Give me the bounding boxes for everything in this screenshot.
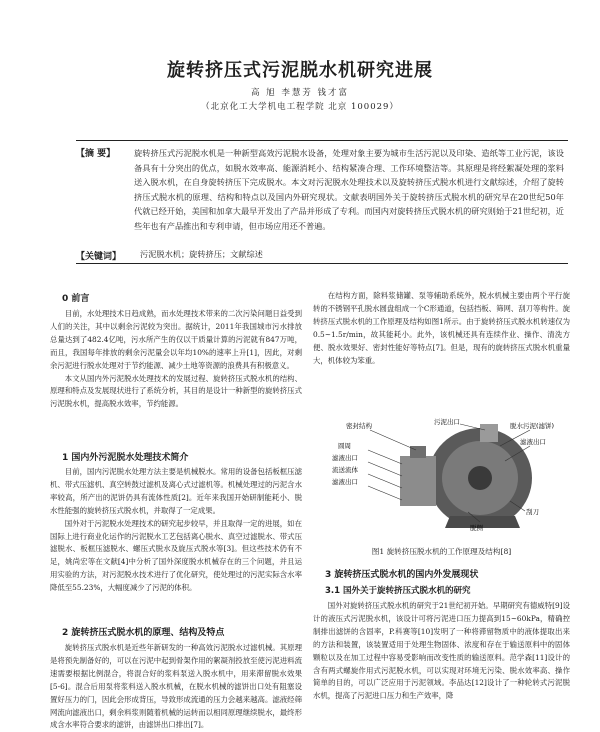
label-dewatered-cake: 脱水污泥(滤饼) (510, 422, 555, 430)
feed-pipe-assembly (400, 456, 436, 506)
section-1-heading: 1 国内外污泥脱水处理技术简介 (62, 453, 189, 463)
keywords-text: 污泥脱水机；旋转挤压；文献综述 (140, 249, 263, 259)
section-1-paragraph-2: 国外对于污泥脱水处理技术的研究起步较早，并且取得一定的进展，如在国际上进行商业化运作的污泥脱水工艺包括离心脱水、真空过滤脱水、带式压滤脱水、板框压滤脱水、螺压式脱水及旋压式脱水等[3]。但这些技术仍有不足，姚尚宏等在文献[4]中分析了国外深度脱水机械存在的三个问题，并且运用实验的方法，对污泥脱水技术进行了优化研究，使处理过的污泥实际含水率降低至55.23%，大幅度减少了污泥的体积。 (50, 518, 302, 593)
dewatering-machine-figure (330, 416, 570, 532)
section-1-body (50, 466, 302, 595)
figure-caption: 图1 旋转挤压脱水机的工作原理及结构[8] (371, 547, 512, 556)
label-sludge-outlet: 污泥出口 (434, 418, 460, 426)
label-filtrate-outlet-right: 滤液出口 (520, 438, 546, 446)
keywords-label: 【关键词】 (76, 252, 122, 262)
section-2-body (50, 642, 302, 730)
section-3-heading: 3 旋转挤压式脱水机的国内外发展现状 (325, 570, 479, 580)
abstract-label: 【摘 要】 (76, 149, 116, 159)
label-seal-structure: 密封结构 (346, 422, 372, 430)
section-3-1-paragraph-1: 国外对旋转挤压式脱水机的研究于21世纪初开始。早期研究有德威特[9]设计的液压式污泥脱水机，该设计可将污泥进口压力提高到15~60kPa，精确控制排出滤饼的含固率，P.科赛等[10]发明了一种将滞留物质中的液体提取出来的方法和装置，该装置适用于处理生物固体、浓度和存在于输送原料中的固体颗粒以及在加工过程中容易受影响而改变性质的输送原料。范学森[11]设计的含有两式螺旋作用式污泥脱水机，可以实现对环境无污染、脱水效率高、操作简单的目的，可以广泛应用于污泥领域。李品达[12]设计了一种轮转式污泥脱水机，提高了污泥进口压力和生产效率，降 (313, 601, 570, 701)
sludge-outlet (480, 424, 498, 442)
label-scraper: 刮刀 (526, 508, 539, 516)
seal-structure (410, 446, 426, 458)
authors: 高 旭 李慧芳 钱才富 (250, 88, 350, 98)
section-2-heading: 2 旋转挤压式脱水机的原理、结构及特点 (62, 628, 225, 638)
disc-hub (468, 466, 492, 490)
section-0-heading: 0 前言 (62, 294, 90, 304)
section-2-paragraph-1: 旋转挤压式脱水机是近些年新研发的一种高效污泥脱水过滤机械。其原理是将预先制备好的，可以在污泥中起到骨架作用的絮凝剂投放至使污泥进料流速需要根据比例混合，将混合好的浆料泵送入脱水机中，用来滞留脱水效果[5-6]。混合后用泵将浆料送入脱水机械，在脱水机械的滤饼出口处有阻塞设置好压力的门，因此会形成背压，导致形成流通的压力会越来越高。滤液经筛网流向滤液出口，剩余料浆则随着机械的运转而以相同原理继续脱水，最终形成含水率符合要求的滤饼，由滤饼出口排出[7]。 (50, 643, 302, 730)
affiliation: （北京化工大学机电工程学院 北京 100029） (201, 102, 399, 112)
section-1-paragraph-1: 目前，国内污泥脱水处理方法主要是机械脱水。常用的设备包括板框压滤机、带式压滤机、真空转鼓过滤机及离心式过滤机等。机械处理过的污泥含水率较高，所产出的泥饼仍具有流体性质[2]。近年来我国开始研制能耗小、脱水性能强的旋转挤压式脱水机，并取得了一定成果。 (50, 467, 302, 515)
label-filtrate-outlet-lower: 滤液出口 (332, 478, 358, 486)
label-circumference: 圆周 (338, 442, 351, 450)
abstract-text: 旋转挤压式污泥脱水机是一种新型高效污泥脱水设备，处理对象主要为城市生活污泥以及印染、造纸等工业污泥，该设备具有十分突出的优点，如脱水效率高、能源消耗小、结构紧凑合理、工作环境整洁等。其原理是将经絮凝处理的浆料送入脱水机，在自身旋转挤压下完成脱水。本文对污泥脱水处理技术以及旋转挤压式脱水机进行文献综述，介绍了旋转挤压式脱水机的原理、结构和特点以及国内外研究现状。文献表明国外关于旋转挤压式脱水机的研究早在20世纪50年代就已经开始，美国和加拿大最早开发出了产品并形成了专利。而国内对旋转挤压式脱水机的研究则始于21世纪初，近些年也有产品推出和专利申请，但市场应用还不普遍。 (134, 148, 564, 231)
section-2-paragraph-2: 在结构方面，除料浆储罐、泵等辅助系统外，脱水机械主要由两个平行旋转的不锈钢平孔脱水圆盘组成一个C形通道，包括挡板、筛网、刮刀等构件。旋转挤压式脱水机的工作原理及结构如图1所示。由于旋转挤压式脱水机转速仅为0.5~1.5r/min，故其能耗小。此外，该机械还具有连续作业、操作、清洗方便、脱水效果好、密封性能好等特点[7]。但是，现有的旋转挤压式脱水机重量大，机体较为笨重。 (313, 291, 570, 365)
section-3-1-body (313, 600, 570, 719)
section-0-paragraph-2: 本文从国内外污泥脱水处理技术的发展过程、旋转挤压式脱水机的结构、原理和特点及发展现状进行了系统分析，其目的是设计一种新型的旋转挤压式污泥脱水机，提高脱水效率，节约能源。 (50, 373, 302, 409)
section-3-1-heading: 3.1 国外关于旋转挤压式脱水机的研究 (325, 586, 471, 596)
section-2-continued (313, 290, 570, 412)
label-feed-fluid: 流送流体 (332, 466, 358, 474)
paper-title: 旋转挤压式污泥脱水机研究进展 (167, 60, 433, 81)
label-filtrate-outlet-left: 滤液出口 (332, 454, 358, 462)
section-0-paragraph-1: 目前，水处理技术日趋成熟，而水处理技术带来的二次污染问题日益受到人们的关注，其中以剩余污泥较为突出。据统计，2011年我国城市污水排放总量达到了482.4亿吨，污水所产生的仅以干质量计算的污泥就有847万吨，而且，我国每年排放的剩余污泥量会以年均10%的速率上升[1]，因此，对剩余污泥进行脱水处理对于节约能源、减少土地等资源的浪费具有积极意义。 (50, 309, 302, 370)
section-0-body (50, 308, 302, 411)
label-side: 脱侧 (470, 524, 483, 532)
